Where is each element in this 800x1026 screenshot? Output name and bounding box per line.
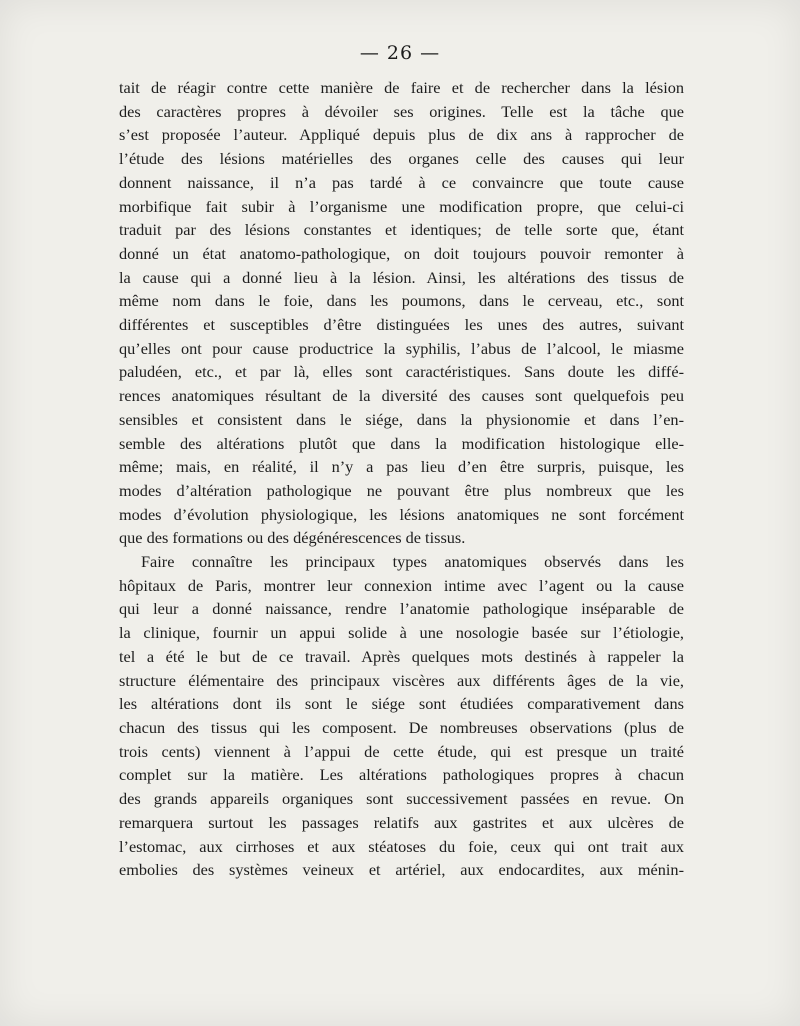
paragraph-1 [119,76,684,550]
text-line: Faire connaître les principaux types anatomiques observés dans les [141,552,684,572]
text-line: même nom dans le foie, dans les poumons, dans le cerveau, etc., sont [119,291,684,311]
text-line: complet sur la matière. Les altérations pathologiques propres à chacun [119,765,684,785]
paragraph-2 [119,550,684,882]
text-line: même; mais, en réalité, il n’y a pas lieu d’en être surpris, puisque, les [119,457,684,477]
text-line: tel a été le but de ce travail. Après quelques mots destinés à rappeler la [119,646,684,666]
page-number: — 26 — [359,42,441,64]
text-line: différentes et susceptibles d’être distinguées les unes des autres, suivant [119,315,684,335]
text-line: des grands appareils organiques sont successivement passées en revue. On [119,789,684,809]
body-text [119,76,684,882]
text-line: modes d’altération pathologique ne pouvant être plus nombreux que les [119,480,684,500]
text-line: l’estomac, aux cirrhoses et aux stéatoses du foie, ceux qui ont trait aux [119,836,684,856]
text-line: l’étude des lésions matérielles des organes celle des causes qui leur [119,149,684,169]
text-line: la clinique, fournir un appui solide à une nosologie basée sur l’étiologie, [119,623,684,643]
text-line: la cause qui a donné lieu à la lésion. Ainsi, les altérations des tissus de [119,267,684,287]
text-line: s’est proposée l’auteur. Appliqué depuis plus de dix ans à rapprocher de [119,125,684,145]
text-line: paludéen, etc., et par là, elles sont caractéristiques. Sans doute les diffé- [119,362,684,382]
text-line: sensibles et consistent dans le siége, dans la physionomie et dans l’en- [119,409,684,429]
text-line: semble des altérations plutôt que dans la modification histologique elle- [119,433,684,453]
text-line: traduit par des lésions constantes et identiques; de telle sorte que, étant [119,220,684,240]
text-line: morbifique fait subir à l’organisme une modification propre, que celui-ci [119,196,684,216]
text-line: remarquera surtout les passages relatifs aux gastrites et aux ulcères de [119,812,684,832]
text-line: les altérations dont ils sont le siége sont étudiées comparativement dans [119,694,684,714]
text-line: modes d’évolution physiologique, les lésions anatomiques ne sont forcément [119,504,684,524]
text-line: qu’elles ont pour cause productrice la syphilis, l’abus de l’alcool, le miasme [119,338,684,358]
text-line: structure élémentaire des principaux viscères aux différents âges de la vie, [119,670,684,690]
text-line: tait de réagir contre cette manière de faire et de rechercher dans la lésion [119,78,684,97]
text-line: donnent naissance, il n’a pas tardé à ce convaincre que toute cause [119,172,684,192]
text-line: embolies des systèmes veineux et artériel, aux endocardites, aux ménin- [119,860,684,880]
text-line: chacun des tissus qui les composent. De nombreuses observations (plus de [119,717,684,737]
text-line: donné un état anatomo-pathologique, on doit toujours pouvoir remonter à [119,243,684,263]
text-line: trois cents) viennent à l’appui de cette étude, qui est presque un traité [119,741,684,761]
text-line: des caractères propres à dévoiler ses origines. Telle est la tâche que [119,101,684,121]
text-line: qui leur a donné naissance, rendre l’anatomie pathologique inséparable de [119,599,684,619]
text-line: rences anatomiques résultant de la diversité des causes sont quelquefois peu [119,386,684,406]
text-line: que des formations ou des dégénérescences de tissus. [119,528,466,548]
text-line: hôpitaux de Paris, montrer leur connexion intime avec l’agent ou la cause [119,575,684,595]
